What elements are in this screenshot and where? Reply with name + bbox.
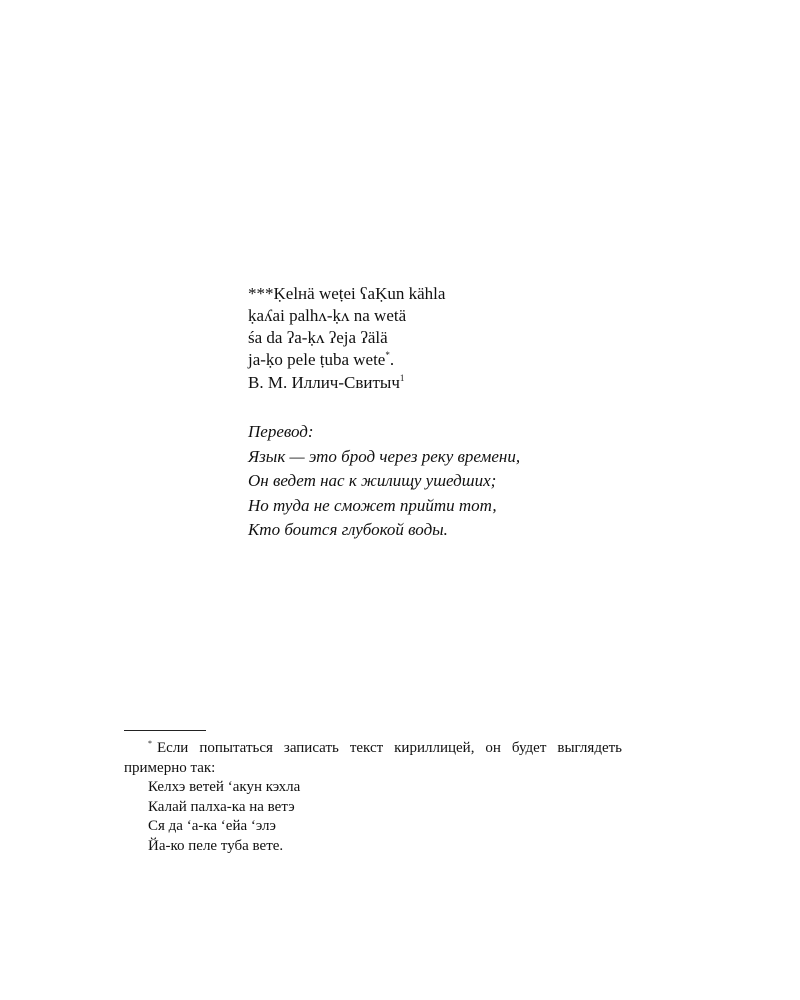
translation-block <box>248 420 520 543</box>
poem-line <box>248 349 445 371</box>
footnote-mark: * <box>148 739 152 748</box>
footnote-block <box>124 739 622 856</box>
footnote-verse-line: Калай палха-ка на ветэ <box>148 798 295 815</box>
footnote-verse-line: Келхэ ветей ‘акун кэхла <box>148 779 301 795</box>
poem-block <box>248 283 445 394</box>
poem-line: śa da ʔa-ḳʌ ʔeja ʔälä <box>248 328 388 347</box>
footnote-intro <box>124 739 622 778</box>
footnote-intro-text: Если попытаться записать текст кириллицей, он будет выглядеть примерно так: <box>124 740 622 776</box>
footnote-reference-mark[interactable]: * <box>385 350 390 360</box>
footnote-verse-line: Йа-ко пеле туба вете. <box>148 837 284 854</box>
footnote-divider <box>124 730 206 731</box>
translation-line: Кто боится глубокой воды. <box>248 520 448 539</box>
author-name: В. М. Иллич-Свитыч <box>248 373 400 392</box>
footnote-verse-line: Ся да ‘а-ка ‘ейа ‘элэ <box>148 818 276 834</box>
translation-heading: Перевод: <box>248 422 314 441</box>
poem-line: ***Ḳelʜä weṭei ʕaḲun kähla <box>248 284 446 303</box>
poem-line-end: . <box>389 350 395 369</box>
translation-line: Он ведет нас к жилищу ушедших; <box>248 471 497 490</box>
poem-author <box>248 372 445 394</box>
poem-line-text: ja-ḳo pele ṭuba wete <box>248 350 386 369</box>
translation-line: Но туда не сможет прийти тот, <box>248 495 497 515</box>
translation-line: Язык — это брод через реку времени, <box>248 446 521 466</box>
poem-line: ḳaʎai palhʌ-ḳʌ na wetä <box>248 306 407 325</box>
author-footnote-number[interactable]: 1 <box>399 373 405 383</box>
